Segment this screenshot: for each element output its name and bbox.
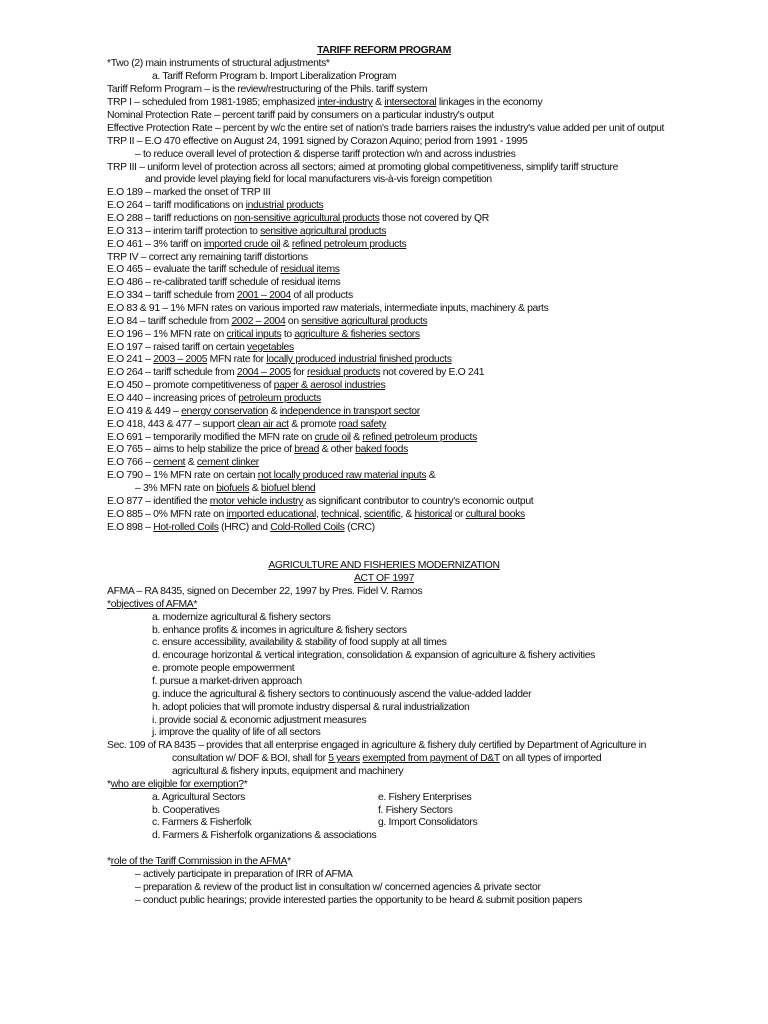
underlined-term: *objectives of AFMA* xyxy=(107,599,198,610)
underlined-term: critical inputs xyxy=(226,329,282,340)
doc-line xyxy=(107,290,353,303)
line-text: TRP III – uniform level of protection across all sectors; aimed at promoting global competitiveness, simplify tariff structure xyxy=(107,162,619,173)
eligible-item: b. Cooperatives xyxy=(152,805,220,816)
doc-line xyxy=(107,84,427,97)
doc-line xyxy=(107,97,542,110)
underlined-term: sensitive agricultural products xyxy=(301,316,428,327)
underlined-term: imported educational xyxy=(226,509,316,520)
doc-line xyxy=(107,110,494,123)
line-text: E.O 461 – 3% tariff on xyxy=(107,239,204,250)
objective-item xyxy=(152,637,447,650)
role-item: – actively participate in preparation of IRR of AFMA xyxy=(135,869,353,880)
line-text: those not covered by QR xyxy=(379,213,489,224)
doc-line xyxy=(107,419,386,432)
underlined-term: 5 years xyxy=(328,753,360,764)
line-text: E.O 885 – 0% MFN rate on xyxy=(107,509,227,520)
doc-line xyxy=(107,393,321,406)
line-text: E.O 189 – marked the onset of TRP III xyxy=(107,187,271,198)
underlined-term: exempted from payment of D&T xyxy=(362,753,500,764)
doc-line xyxy=(135,149,515,162)
underlined-term: technical xyxy=(321,509,359,520)
doc-line xyxy=(107,444,408,457)
doc-line xyxy=(107,522,375,535)
line-text: E.O 766 – xyxy=(107,457,154,468)
objective-item xyxy=(152,702,469,715)
line-text: e. promote people empowerment xyxy=(152,663,295,674)
line-text: E.O 898 – xyxy=(107,522,154,533)
doc-line xyxy=(107,123,664,136)
line-text: E.O 84 – tariff schedule from xyxy=(107,316,232,327)
section-title-afma: AGRICULTURE AND FISHERIES MODERNIZATION xyxy=(268,560,500,571)
doc-line xyxy=(107,136,527,149)
underlined-term: intersectoral xyxy=(384,97,437,108)
line-text: a. Tariff Reform Program b. Import Liberalization Program xyxy=(152,71,397,82)
line-text: Tariff Reform Program – is the review/restructuring of the Phils. tariff system xyxy=(107,84,428,95)
line-text: E.O 334 – tariff schedule from xyxy=(107,290,237,301)
line-text: E.O 264 – tariff schedule from xyxy=(107,367,237,378)
line-text: E.O 765 – aims to help stabilize the price of xyxy=(107,444,295,455)
doc-line xyxy=(107,406,420,419)
doc-line xyxy=(107,252,308,265)
doc-line xyxy=(152,71,396,84)
objective-item xyxy=(152,612,330,625)
doc-line xyxy=(135,483,315,496)
line-text: E.O 196 – 1% MFN rate on xyxy=(107,329,227,340)
line-text: E.O 288 – tariff reductions on xyxy=(107,213,235,224)
underlined-term: energy conservation xyxy=(181,406,269,417)
eligible-item: c. Farmers & Fisherfolk xyxy=(152,817,252,828)
line-text: linkages in the economy xyxy=(436,97,543,108)
underlined-term: cement clinker xyxy=(196,457,259,468)
line-text: as significant contributor to country's economic output xyxy=(303,496,534,507)
line-text: E.O 419 & 449 – xyxy=(107,406,182,417)
doc-line xyxy=(107,226,386,239)
doc-line xyxy=(107,162,618,175)
line-text: E.O 264 – tariff modifications on xyxy=(107,200,246,211)
line-text: c. ensure accessibility, availability & stability of food supply at all times xyxy=(152,637,447,648)
eligible-item: g. Import Consolidators xyxy=(378,817,478,828)
line-text: , & xyxy=(400,509,415,520)
underlined-term: cement xyxy=(153,457,186,468)
line-text: E.O 313 – interim tariff protection to xyxy=(107,226,261,237)
eligible-item: d. Farmers & Fisherfolk organizations & associations xyxy=(152,830,377,841)
underlined-term: locally produced industrial finished products xyxy=(266,354,452,365)
line-text: Nominal Protection Rate – percent tariff paid by consumers on a particular industry's output xyxy=(107,110,494,121)
line-text: * xyxy=(107,779,111,790)
line-text: E.O 418, 443 & 477 – support xyxy=(107,419,238,430)
doc-line xyxy=(107,303,548,316)
line-text: MFN rate for xyxy=(207,354,267,365)
role-heading: *role of the Tariff Commission in the AFMA* xyxy=(107,856,291,867)
doc-line xyxy=(107,496,533,509)
doc-line xyxy=(107,740,646,753)
eligible-item: a. Agricultural Sectors xyxy=(152,792,246,803)
doc-line xyxy=(107,213,489,226)
objective-item xyxy=(152,650,595,663)
line-text: (CRC) xyxy=(344,522,375,533)
line-text: E.O 877 – identified the xyxy=(107,496,210,507)
doc-line xyxy=(172,753,601,766)
underlined-term: biofuels xyxy=(216,483,250,494)
doc-line xyxy=(107,354,452,367)
doc-line xyxy=(145,174,492,187)
doc-line xyxy=(172,766,403,779)
eligible-item: f. Fishery Sectors xyxy=(378,805,453,816)
objective-item xyxy=(152,727,320,740)
underlined-term: agriculture & fisheries sectors xyxy=(294,329,420,340)
line-text: on xyxy=(285,316,302,327)
line-text: *Two (2) main instruments of structural adjustments* xyxy=(107,58,330,69)
underlined-term: vegetables xyxy=(247,342,294,353)
line-text: E.O 790 – 1% MFN rate on certain xyxy=(107,470,258,481)
eligible-item: e. Fishery Enterprises xyxy=(378,792,472,803)
line-text: & xyxy=(185,457,197,468)
line-text: & xyxy=(268,406,280,417)
line-text: j. improve the quality of life of all sectors xyxy=(152,727,321,738)
line-text: , xyxy=(358,509,364,520)
objective-item xyxy=(152,663,294,676)
underlined-term: Hot-rolled Coils xyxy=(153,522,219,533)
line-text: E.O 440 – increasing prices of xyxy=(107,393,239,404)
doc-line xyxy=(107,586,422,599)
doc-line xyxy=(107,58,330,71)
line-text: – to reduce overall level of protection & disperse tariff protection w/n and across industries xyxy=(135,149,516,160)
doc-line xyxy=(107,187,270,200)
line-text: E.O 691 – temporarily modified the MFN rate on xyxy=(107,432,315,443)
objective-item xyxy=(152,676,302,689)
doc-line xyxy=(107,509,525,522)
doc-line xyxy=(107,277,340,290)
doc-line xyxy=(107,470,435,483)
underlined-term: Cold-Rolled Coils xyxy=(270,522,345,533)
line-text: consultation w/ DOF & BOI, shall for xyxy=(172,753,329,764)
underlined-term: imported crude oil xyxy=(203,239,281,250)
underlined-term: motor vehicle industry xyxy=(209,496,304,507)
line-text: & promote xyxy=(288,419,339,430)
underlined-term: petroleum products xyxy=(238,393,321,404)
underlined-term: not locally produced raw material inputs xyxy=(257,470,427,481)
underlined-term: 2001 – 2004 xyxy=(236,290,291,301)
line-text: E.O 465 – evaluate the tariff schedule of xyxy=(107,264,281,275)
line-text: (HRC) and xyxy=(218,522,271,533)
doc-line xyxy=(107,200,323,213)
doc-line xyxy=(107,380,385,393)
underlined-term: bread xyxy=(294,444,320,455)
underlined-term: scientific xyxy=(363,509,401,520)
underlined-term: inter-industry xyxy=(317,97,373,108)
line-text: on all types of imported xyxy=(499,753,602,764)
line-text: g. induce the agricultural & fishery sectors to continuously ascend the value-added ladder xyxy=(152,689,532,700)
underlined-term: crude oil xyxy=(314,432,351,443)
underlined-term: clean air act xyxy=(237,419,289,430)
doc-line xyxy=(107,239,406,252)
underlined-term: cultural books xyxy=(465,509,525,520)
role-heading-text: role of the Tariff Commission in the AFMA xyxy=(110,856,288,867)
line-text: & xyxy=(372,97,385,108)
line-text: d. encourage horizontal & vertical integration, consolidation & expansion of agriculture & fishery activities xyxy=(152,650,595,661)
line-text: Effective Protection Rate – percent by w/c the entire set of nation's trade barriers raises the industry's value added per unit of output xyxy=(107,123,665,134)
section-subtitle-afma: ACT OF 1997 xyxy=(353,573,415,584)
doc-line xyxy=(107,329,420,342)
underlined-term: who are eligible for exemption? xyxy=(110,779,244,790)
underlined-term: baked foods xyxy=(355,444,408,455)
underlined-term: non-sensitive agricultural products xyxy=(234,213,380,224)
line-text: , xyxy=(315,509,322,520)
line-text: agricultural & fishery inputs, equipment and machinery xyxy=(172,766,404,777)
doc-line xyxy=(107,316,427,329)
underlined-term: 2004 – 2005 xyxy=(236,367,291,378)
underlined-term: independence in transport sector xyxy=(279,406,420,417)
line-text: and provide level playing field for local manufacturers vis-à-vis foreign competition xyxy=(145,174,492,185)
underlined-term: paper & aerosol industries xyxy=(273,380,386,391)
line-text: h. adopt policies that will promote industry dispersal & rural industrialization xyxy=(152,702,470,713)
underlined-term: residual products xyxy=(306,367,381,378)
underlined-term: refined petroleum products xyxy=(362,432,477,443)
line-text: f. pursue a market-driven approach xyxy=(152,676,302,687)
line-text: E.O 241 – xyxy=(107,354,154,365)
line-text: TRP I – scheduled from 1981-1985; emphasized xyxy=(107,97,318,108)
underlined-term: 2002 – 2004 xyxy=(231,316,286,327)
line-text: & xyxy=(350,432,363,443)
underlined-term: 2003 – 2005 xyxy=(153,354,208,365)
doc-line xyxy=(107,599,197,612)
underlined-term: sensitive agricultural products xyxy=(260,226,387,237)
doc-line xyxy=(107,432,477,445)
line-text: & xyxy=(249,483,261,494)
line-text: of all products xyxy=(290,290,353,301)
underlined-term: historical xyxy=(414,509,453,520)
role-item: – conduct public hearings; provide interested parties the opportunity to be heard & submit position papers xyxy=(135,895,582,906)
doc-line xyxy=(107,264,340,277)
line-text: E.O 83 & 91 – 1% MFN rates on various imported raw materials, intermediate inputs, machinery & parts xyxy=(107,303,549,314)
line-text: E.O 450 – promote competitiveness of xyxy=(107,380,274,391)
doc-line xyxy=(107,779,247,792)
line-text: a. modernize agricultural & fishery sectors xyxy=(152,612,331,623)
line-text: to xyxy=(281,329,295,340)
section-title-tariff-reform: TARIFF REFORM PROGRAM xyxy=(317,45,451,56)
line-text: b. enhance profits & incomes in agriculture & fishery sectors xyxy=(152,625,407,636)
underlined-term: industrial products xyxy=(245,200,324,211)
line-text: & xyxy=(426,470,436,481)
doc-line xyxy=(107,457,259,470)
line-text: E.O 486 – re-calibrated tariff schedule of residual items xyxy=(107,277,341,288)
objective-item xyxy=(152,625,407,638)
underlined-term: residual items xyxy=(280,264,340,275)
line-text: or xyxy=(452,509,466,520)
line-text: E.O 197 – raised tariff on certain xyxy=(107,342,248,353)
line-text: i. provide social & economic adjustment measures xyxy=(152,715,367,726)
line-text: for xyxy=(290,367,307,378)
underlined-term: road safety xyxy=(338,419,387,430)
line-text: * xyxy=(243,779,248,790)
line-text: TRP IV – correct any remaining tariff distortions xyxy=(107,252,308,263)
line-text: AFMA – RA 8435, signed on December 22, 1997 by Pres. Fidel V. Ramos xyxy=(107,586,423,597)
doc-line xyxy=(107,342,294,355)
line-text: TRP II – E.O 470 effective on August 24, 1991 signed by Corazon Aquino; period from 1991 - 1995 xyxy=(107,136,528,147)
objective-item xyxy=(152,689,531,702)
line-text: – 3% MFN rate on xyxy=(135,483,217,494)
line-text: Sec. 109 of RA 8435 – provides that all enterprise engaged in agriculture & fishery duly certified by Department of Agriculture in xyxy=(107,740,647,751)
objective-item xyxy=(152,715,366,728)
line-text: & other xyxy=(319,444,356,455)
doc-line xyxy=(107,367,484,380)
role-item: – preparation & review of the product list in consultation w/ concerned agencies & private sector xyxy=(135,882,541,893)
underlined-term: biofuel blend xyxy=(260,483,316,494)
line-text: not covered by E.O 241 xyxy=(380,367,485,378)
line-text: & xyxy=(280,239,292,250)
underlined-term: refined petroleum products xyxy=(291,239,407,250)
